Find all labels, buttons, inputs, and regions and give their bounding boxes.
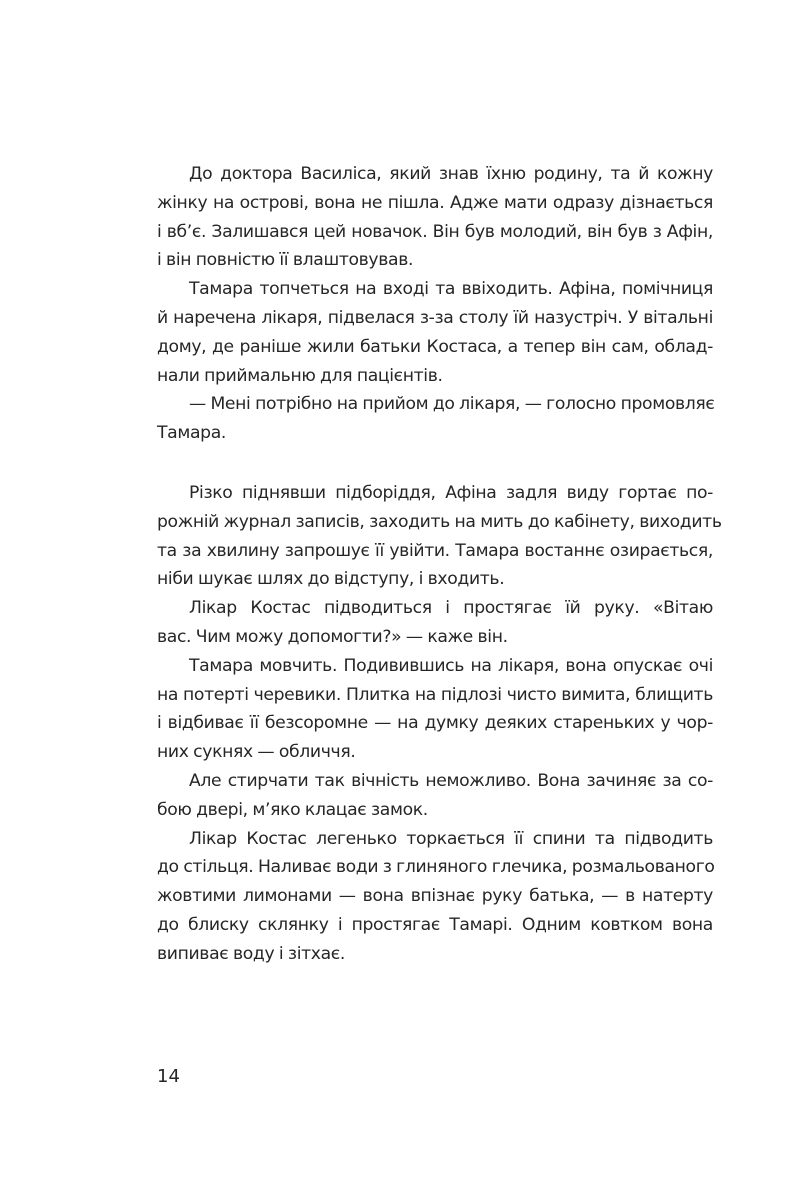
text-line: та за хвилину запрошує її увійти. Тамара востаннє озирається, — [157, 540, 713, 561]
text-line: Тамара топчеться на вході та ввіходить. Афіна, помічниця — [189, 279, 713, 300]
text-line: дому, де раніше жили батьки Костаса, а тепер він сам, облад- — [157, 336, 713, 357]
text-line: ніби шукає шлях до відступу, і входить. — [157, 569, 505, 590]
text-line: Лікар Костас легенько торкається її спини та підводить — [189, 828, 713, 849]
text-line: До доктора Василіса, який знав їхню родину, та й кожну — [189, 164, 713, 184]
text-line: на потерті черевики. Плитка на підлозі чисто вимита, блищить — [157, 684, 713, 705]
text-line: рожній журнал записів, заходить на мить до кабінету, виходить — [157, 511, 722, 532]
text-line: Але стирчати так вічність неможливо. Вона зачиняє за со- — [189, 770, 713, 791]
text-line: і вб’є. Залишався цей новачок. Він був молодий, він був з Афін, — [157, 221, 713, 242]
paragraph — [157, 825, 713, 969]
paragraph — [157, 767, 713, 825]
text-line: і він повністю її влаштовував. — [157, 250, 414, 271]
paragraph — [157, 594, 713, 652]
text-line: й наречена лікаря, підвелася з-за столу їй назустріч. У вітальні — [157, 307, 713, 328]
paragraph — [157, 160, 713, 275]
text-line: бою двері, м’яко клацає замок. — [157, 799, 428, 820]
text-line: вас. Чим можу допомогти?» — каже він. — [157, 626, 508, 647]
paragraph — [157, 652, 713, 767]
text-line: — Мені потрібно на прийом до лікаря, — голосно промовляє — [189, 394, 715, 415]
text-line: Різко піднявши підборіддя, Афіна задля виду гортає по- — [189, 482, 713, 503]
text-line: Лікар Костас підводиться і простягає їй руку. «Вітаю — [189, 598, 713, 619]
text-line: Тамара мовчить. Подивившись на лікаря, вона опускає очі — [189, 655, 713, 676]
text-line: до блиску склянку і простягає Тамарі. Одним ковтком вона — [157, 914, 713, 935]
dialogue-paragraph — [157, 390, 713, 448]
text-line: них сукнях — обличчя. — [157, 742, 356, 763]
page-body-text — [157, 160, 722, 969]
text-line: випиває воду і зітхає. — [157, 943, 345, 964]
paragraph — [157, 479, 722, 594]
text-line: до стільця. Наливає води з глиняного глечика, розмальованого — [157, 857, 715, 878]
text-line: нали приймальню для пацієнтів. — [157, 365, 443, 386]
text-line: Тамара. — [157, 423, 226, 444]
section-break — [157, 448, 713, 479]
text-line: жінку на острові, вона не пішла. Адже мати одразу дізнається — [157, 192, 713, 213]
paragraph — [157, 275, 713, 390]
text-line: жовтими лимонами — вона впізнає руку батька, — в натерту — [157, 886, 713, 907]
page-number: 14 — [157, 1066, 180, 1087]
text-line: і відбиває її безсоромне — на думку деяких стареньких у чор- — [157, 713, 713, 734]
